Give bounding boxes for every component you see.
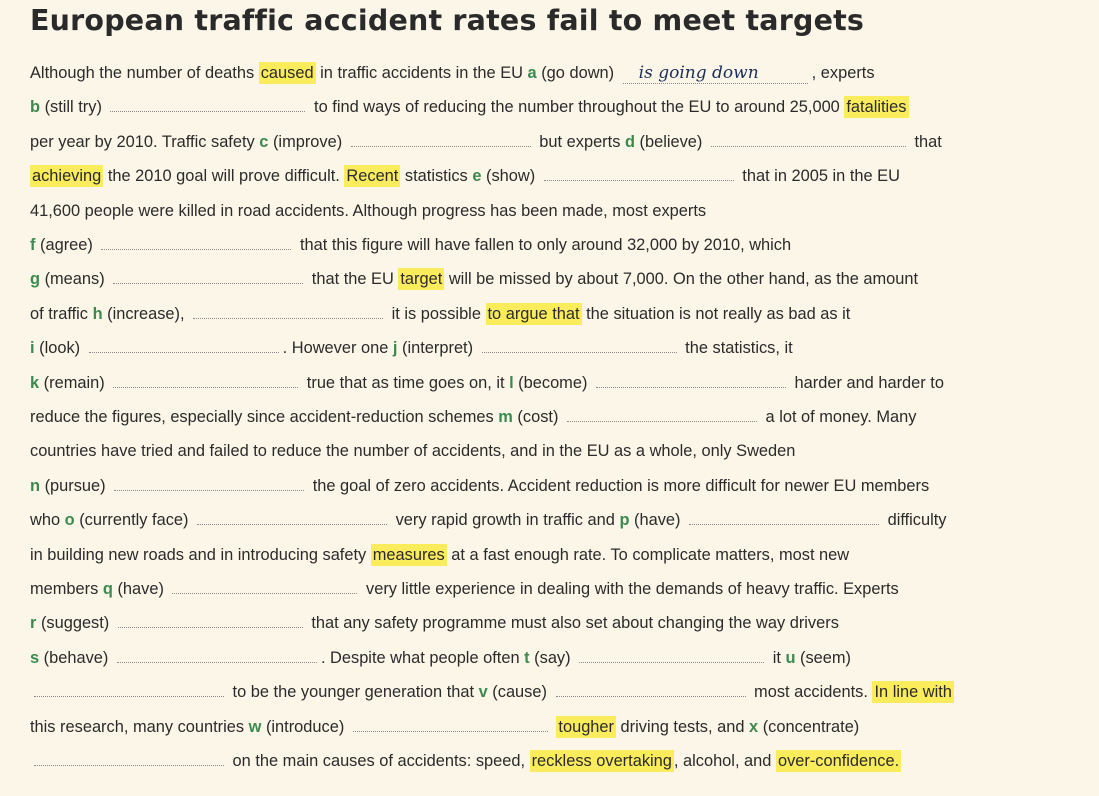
text-segment: countries have tried and failed to reduce the number of accidents, and in the EU as a whole, only Sweden: [30, 442, 796, 461]
text-segment: Although the number of deaths: [30, 64, 259, 82]
gap-letter: n: [30, 476, 41, 495]
text-line: [30, 196, 1091, 226]
highlighted-phrase: tougher: [558, 717, 614, 736]
text-segment: (show): [481, 167, 540, 186]
answer-blank[interactable]: [482, 338, 677, 353]
text-segment: difficulty: [883, 511, 947, 530]
text-segment: per year by 2010. Traffic safety: [30, 132, 260, 151]
answer-blank[interactable]: [172, 579, 357, 594]
answer-blank[interactable]: [556, 682, 746, 697]
text-line: [30, 643, 1091, 673]
text-segment: statistics: [400, 167, 473, 186]
gap-letter: s: [30, 648, 40, 667]
text-segment: (look): [34, 339, 85, 358]
text-line: [30, 608, 1091, 638]
text-line: [30, 58, 1091, 88]
text-segment: that this figure will have fallen to only around 32,000 by 2010, which: [295, 236, 792, 254]
answer-blank[interactable]: [113, 269, 303, 284]
answer-blank[interactable]: [567, 407, 757, 422]
answer-blank[interactable]: [351, 132, 531, 147]
gap-letter: d: [624, 132, 635, 151]
text-segment: who: [30, 511, 65, 530]
text-segment: to find ways of reducing the number throughout the EU to around 25,000: [309, 98, 845, 117]
text-segment: (suggest): [36, 614, 114, 633]
text-segment: in building new roads and in introducing safety: [30, 545, 371, 564]
text-line: [30, 540, 1091, 570]
highlighted-phrase: target: [400, 270, 443, 289]
text-segment: that in 2005 in the EU: [737, 167, 900, 186]
text-segment: (remain): [39, 373, 110, 392]
text-segment: (still try): [40, 98, 107, 117]
text-segment: (go down): [536, 64, 619, 82]
text-segment: that any safety programme must also set about changing the way drivers: [306, 614, 839, 633]
text-line: [30, 574, 1091, 604]
gap-letter: p: [619, 511, 630, 530]
highlighted-phrase: fatalities: [846, 98, 907, 117]
gap-letter: a: [527, 64, 537, 82]
text-segment: that: [909, 132, 942, 151]
text-segment: true that as time goes on, it: [302, 373, 510, 392]
gap-letter: e: [472, 167, 482, 186]
text-segment: (pursue): [40, 476, 111, 495]
text-segment: (behave): [39, 648, 113, 667]
text-line: [30, 264, 1091, 294]
answer-blank[interactable]: [197, 510, 387, 525]
text-segment: the goal of zero accidents. Accident reduction is more difficult for newer EU members: [308, 476, 930, 495]
text-segment: (cost): [512, 408, 563, 426]
text-segment: on the main causes of accidents: speed,: [228, 752, 530, 770]
text-line: [30, 92, 1091, 122]
gap-letter: g: [30, 270, 41, 289]
highlighted-phrase: reckless overtaking: [531, 752, 672, 770]
answer-blank[interactable]: [353, 717, 548, 732]
text-line: [30, 746, 1091, 776]
gap-letter: k: [30, 373, 40, 392]
answer-blank[interactable]: [596, 373, 786, 388]
text-line: [30, 230, 1091, 260]
gap-letter: o: [64, 511, 75, 530]
gap-letter: c: [259, 132, 269, 151]
gap-letter: x: [749, 717, 759, 736]
answer-blank[interactable]: [89, 338, 279, 353]
text-segment: (improve): [268, 132, 347, 151]
text-line: [30, 161, 1091, 191]
highlighted-phrase: caused: [260, 64, 314, 82]
text-segment: harder and harder to: [789, 373, 944, 392]
answer-blank[interactable]: [113, 373, 298, 388]
highlighted-phrase: over-confidence.: [777, 752, 900, 770]
highlighted-phrase: to argue that: [487, 304, 580, 323]
text-segment: reduce the figures, especially since accident-reduction schemes: [30, 408, 499, 426]
gap-letter: f: [30, 236, 36, 254]
answer-blank[interactable]: [689, 510, 879, 525]
gap-letter: j: [392, 339, 398, 358]
text-line: [30, 505, 1091, 535]
gap-letter: u: [785, 648, 796, 667]
text-segment: of traffic: [30, 304, 93, 323]
text-segment: (means): [40, 270, 110, 289]
text-segment: (believe): [634, 132, 707, 151]
gap-letter: h: [92, 304, 103, 323]
text-line: [30, 368, 1091, 398]
text-segment: (say): [529, 648, 576, 667]
text-segment: (become): [513, 373, 592, 392]
answer-blank[interactable]: [544, 166, 734, 181]
answer-blank[interactable]: [34, 751, 224, 766]
gap-letter: v: [478, 683, 488, 702]
text-segment: (seem): [795, 648, 852, 667]
highlighted-phrase: In line with: [874, 683, 952, 702]
page-title: European traffic accident rates fail to meet targets: [30, 4, 865, 37]
text-segment: , alcohol, and: [673, 752, 776, 770]
answer-blank[interactable]: [118, 613, 303, 628]
text-segment: very rapid growth in traffic and: [391, 511, 620, 530]
gap-letter: l: [509, 373, 514, 392]
text-segment: very little experience in dealing with the demands of heavy traffic. Experts: [361, 580, 899, 598]
text-segment: the 2010 goal will prove difficult.: [103, 167, 345, 186]
answer-blank[interactable]: [101, 235, 291, 250]
answer-blank[interactable]: [117, 648, 317, 663]
text-segment: (currently face): [74, 511, 194, 530]
gap-letter: b: [30, 98, 41, 117]
answer-blank[interactable]: [711, 132, 906, 147]
text-segment: 41,600 people were killed in road accidents. Although progress has been made, most experts: [30, 201, 707, 220]
highlighted-phrase: Recent: [346, 167, 399, 186]
text-segment: (have): [112, 580, 169, 598]
gap-letter: i: [30, 339, 35, 358]
text-segment: the statistics, it: [680, 339, 793, 358]
gap-letter: q: [102, 580, 113, 598]
text-segment: . Despite what people often: [320, 648, 525, 667]
text-line: [30, 127, 1091, 157]
text-segment: it is possible: [387, 304, 486, 323]
gap-letter: w: [248, 717, 262, 736]
answer-blank[interactable]: [114, 476, 304, 491]
text-segment: driving tests, and: [616, 717, 750, 736]
text-segment: (cause): [487, 683, 552, 702]
text-segment: (increase),: [102, 304, 190, 323]
text-segment: (concentrate): [758, 717, 860, 736]
text-line: [30, 471, 1091, 501]
text-line: [30, 333, 1091, 363]
gap-letter: r: [30, 614, 37, 633]
text-segment: (interpret): [397, 339, 478, 358]
text-segment: members: [30, 580, 103, 598]
gap-letter: m: [498, 408, 513, 426]
text-segment: but experts: [534, 132, 625, 151]
gap-letter: t: [524, 648, 530, 667]
text-line: [30, 712, 1091, 742]
answer-blank[interactable]: [34, 682, 224, 697]
answer-blank[interactable]: [110, 97, 305, 112]
text-line: [30, 402, 1091, 432]
highlighted-phrase: measures: [372, 545, 445, 564]
text-segment: the situation is not really as bad as it: [581, 304, 851, 323]
text-segment: this research, many countries: [30, 717, 249, 736]
answer-blank[interactable]: [193, 304, 383, 319]
text-segment: , experts: [811, 64, 875, 82]
highlighted-phrase: achieving: [32, 167, 102, 186]
text-segment: it: [768, 648, 786, 667]
text-segment: . However one: [282, 339, 393, 358]
filled-answer[interactable]: is going down: [623, 63, 808, 84]
text-segment: at a fast enough rate. To complicate matters, most new: [446, 545, 850, 564]
answer-blank[interactable]: [579, 648, 764, 663]
text-segment: (have): [629, 511, 686, 530]
text-segment: to be the younger generation that: [228, 683, 479, 702]
text-segment: in traffic accidents in the EU: [315, 64, 528, 82]
text-segment: (introduce): [261, 717, 349, 736]
text-segment: that the EU: [307, 270, 399, 289]
text-line: [30, 299, 1091, 329]
text-segment: (agree): [35, 236, 98, 254]
text-segment: most accidents.: [749, 683, 873, 702]
text-segment: a lot of money. Many: [760, 408, 917, 426]
text-segment: will be missed by about 7,000. On the other hand, as the amount: [444, 270, 919, 289]
text-line: [30, 677, 1091, 707]
text-line: [30, 436, 1091, 466]
